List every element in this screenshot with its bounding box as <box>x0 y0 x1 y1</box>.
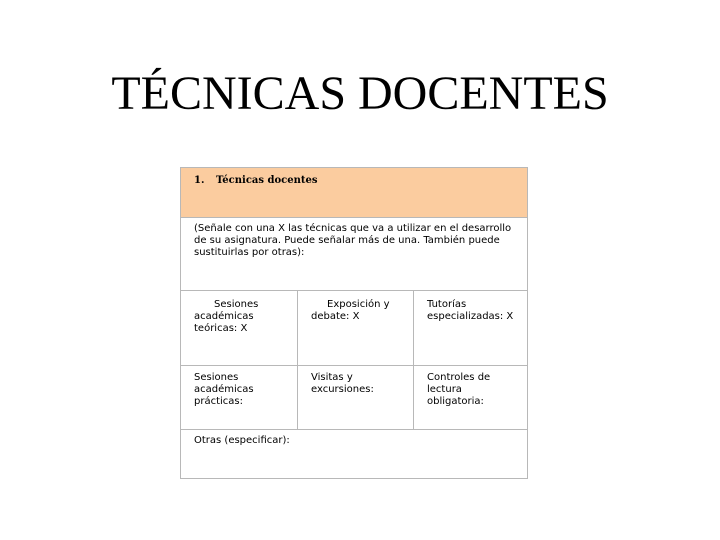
cell-text: Exposición y debate: X <box>311 299 390 322</box>
table-header <box>181 168 527 218</box>
cell-text: Sesiones académicas prácticas: <box>194 372 254 407</box>
cell-text: Tutorías especializadas: X <box>427 299 514 322</box>
instructions-row <box>181 218 527 291</box>
cell-exposition-debate <box>298 291 413 364</box>
cell-text: Controles de lectura obligatoria: <box>427 372 491 407</box>
cell-text: Visitas y excursiones: <box>311 372 374 395</box>
other-row <box>181 430 527 478</box>
cell-tutorials <box>414 291 527 364</box>
techniques-table <box>180 167 528 479</box>
cell-practical-sessions <box>181 366 297 429</box>
instructions-text: (Señale con una X las técnicas que va a utilizar en el desarrollo de su asignatura. Puede señalar más de una. También puede sustituirlas por otras): <box>194 223 512 258</box>
cell-theory-sessions <box>181 291 297 364</box>
cell-reading-tests <box>414 366 527 429</box>
slide-title: TÉCNICAS DOCENTES <box>111 67 609 120</box>
section-title: Técnicas docentes <box>216 175 318 186</box>
other-text: Otras (especificar): <box>194 435 290 446</box>
cell-text: Sesiones académicas teóricas: X <box>194 299 259 334</box>
column-divider <box>297 291 298 430</box>
section-number: 1. <box>194 175 205 186</box>
cell-visits-excursions <box>298 366 413 429</box>
column-divider <box>413 291 414 430</box>
